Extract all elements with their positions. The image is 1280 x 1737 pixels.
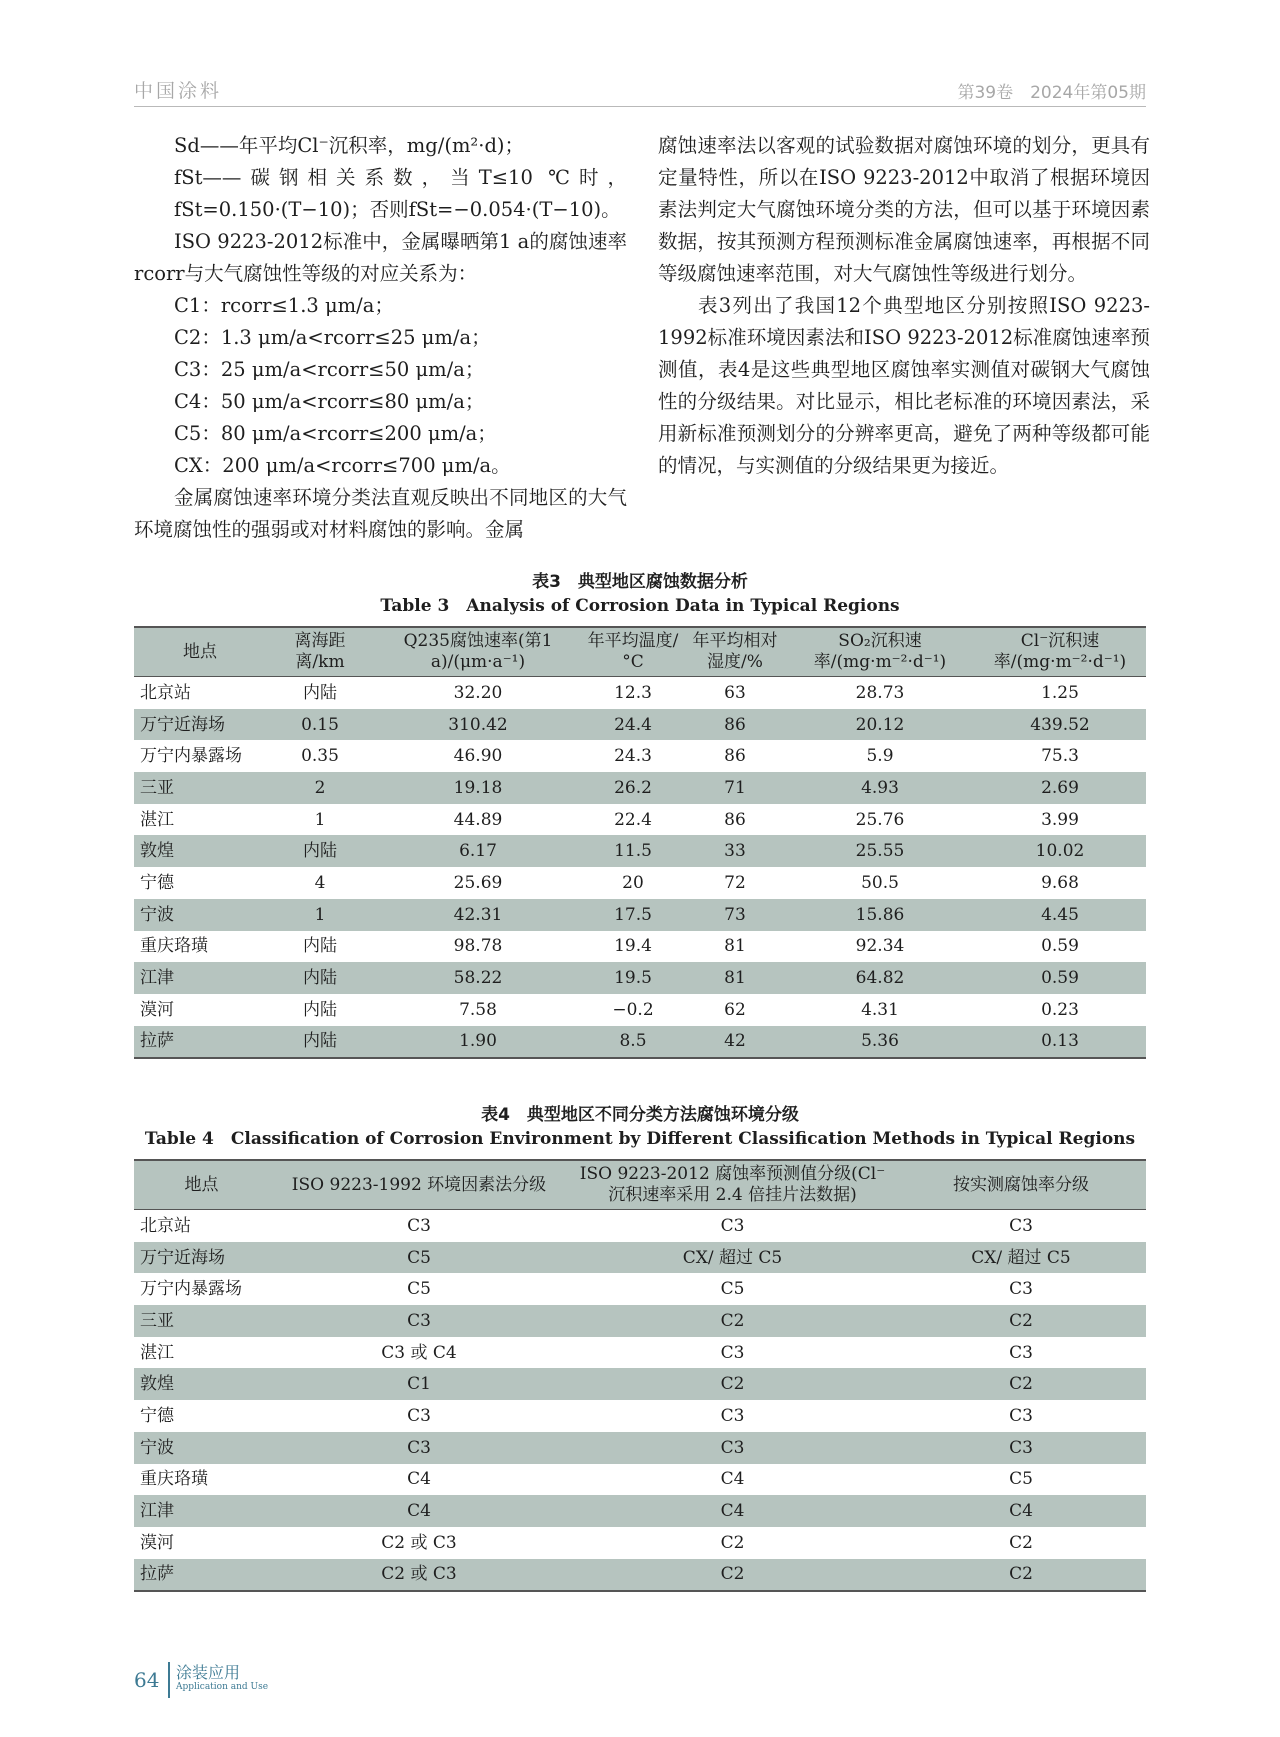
value-cell: 62 [724,999,746,1020]
table3-header: 年平均温度/°C [582,627,684,677]
value-cell: 72 [724,872,746,893]
table3-header: SO₂沉积速率/(mg·m⁻²·d⁻¹) [786,627,974,677]
table-row [134,1273,1146,1305]
value-cell: 86 [684,709,786,741]
table-row [134,1026,1146,1059]
table-row [134,1368,1146,1400]
fst-definition: fSt——碳钢相关系数，当T≤10 ℃时，fSt=0.150·(T−10)；否则fSt=−0.054·(T−10)。 [174,166,627,221]
location-cell: 宁波 [134,1432,269,1464]
table-row [134,931,1146,963]
value-cell: 7.58 [459,999,497,1020]
location-cell: 宁德 [140,1405,174,1426]
table-row [134,1305,1146,1337]
location-cell: 万宁内暴露场 [140,1279,242,1300]
class-c2: C2：1.3 μm/a<rcorr≤25 μm/a； [174,326,491,349]
table-row [134,1432,1146,1464]
table-row [134,1527,1146,1559]
value-cell: 19.5 [582,962,684,994]
location-cell: 万宁内暴露场 [140,746,242,767]
location-cell: 三亚 [134,1305,269,1337]
value-cell: C3 [569,1432,896,1464]
value-cell: 15.86 [786,899,974,931]
location-cell: 重庆珞璜 [140,936,208,957]
table-summary-paragraph: 表3列出了我国12个典型地区分别按照ISO 9223-1992标准环境因素法和ISO 9223-2012标准腐蚀速率预测值，表4是这些典型地区腐蚀率实测值对碳钢大气腐蚀性的分级结果。对比显示，相比老标准的环境因素法，采用新标准预测划分的分辨率更高，避免了两种等级都可能的情况，与实测值的分级结果更为接近。 [658,294,1150,477]
value-cell: C3 [269,1305,569,1337]
location-cell: 湛江 [140,809,174,830]
class-c5: C5：80 μm/a<rcorr≤200 μm/a； [174,422,497,445]
table3-caption-zh: 表3 典型地区腐蚀数据分析 [532,572,748,592]
value-cell: 11.5 [582,835,684,867]
table-row [134,835,1146,867]
table-row [134,1400,1146,1432]
page-number: 64 [134,1668,160,1692]
right-column [658,130,1150,482]
value-cell: C3 [1009,1279,1033,1300]
value-cell: C5 [407,1279,431,1300]
value-cell: 42 [684,1026,786,1059]
location-cell: 漠河 [140,999,174,1020]
value-cell: 20.12 [786,709,974,741]
table-row [134,677,1146,709]
value-cell: 32.20 [453,682,503,703]
value-cell: 1.25 [1041,682,1079,703]
value-cell: 内陆 [303,682,337,703]
table4-header: 按实测腐蚀率分级 [896,1160,1146,1210]
table4-caption-zh: 表4 典型地区不同分类方法腐蚀环境分级 [481,1105,799,1125]
table-row [134,1242,1146,1274]
value-cell: C4 [896,1495,1146,1527]
table3-body [134,677,1146,1059]
value-cell: 25.55 [786,835,974,867]
location-cell: 北京站 [140,1215,191,1236]
table-row [134,1337,1146,1369]
value-cell: 1 [266,899,374,931]
value-cell: 73 [684,899,786,931]
value-cell: 98.78 [453,936,503,957]
value-cell: 内陆 [303,999,337,1020]
location-cell: 漠河 [140,1532,174,1553]
value-cell: 内陆 [266,835,374,867]
value-cell: 44.89 [453,809,503,830]
sd-definition: Sd——年平均Cl⁻沉积率，mg/(m²·d)； [174,134,525,157]
value-cell: C3 [720,1215,745,1236]
value-cell: C2 [896,1305,1146,1337]
value-cell: C2 [569,1368,896,1400]
location-cell: 重庆珞璜 [140,1469,208,1490]
value-cell: 63 [724,682,746,703]
value-cell: 6.17 [374,835,582,867]
value-cell: 86 [724,809,746,830]
value-cell: 内陆 [266,1026,374,1059]
value-cell: 19.4 [614,936,652,957]
value-cell: C3 [407,1215,431,1236]
table4-caption-en: Table 4 Classification of Corrosion Environment by Different Classification Methods in Typical Regions [144,1129,1136,1149]
location-cell: 敦煌 [134,835,266,867]
running-header [134,72,1146,107]
journal-name: 中国涂料 [134,80,223,102]
value-cell: C3 或 C4 [381,1342,457,1363]
value-cell: 42.31 [374,899,582,931]
table-row [134,709,1146,741]
value-cell: 81 [724,936,746,957]
table3-header: 离海距离/km [266,627,374,677]
value-cell: 10.02 [974,835,1146,867]
table4-header-row [134,1160,1146,1210]
value-cell: 46.90 [453,746,503,767]
value-cell: 71 [684,772,786,804]
value-cell: C5 [269,1242,569,1274]
value-cell: 5.36 [786,1026,974,1059]
value-cell: 439.52 [974,709,1146,741]
value-cell: C4 [407,1469,431,1490]
value-cell: 92.34 [855,936,905,957]
table-row [134,1210,1146,1242]
value-cell: 0.59 [1041,936,1079,957]
method-paragraph: 金属腐蚀速率环境分类法直观反映出不同地区的大气环境腐蚀性的强弱或对材料腐蚀的影响。金属 [134,486,627,541]
value-cell: C3 [896,1432,1146,1464]
value-cell: 25.76 [855,809,905,830]
value-cell: 3.99 [1041,809,1079,830]
value-cell: 4.93 [786,772,974,804]
value-cell: C2 [896,1559,1146,1592]
class-c3: C3：25 μm/a<rcorr≤50 μm/a； [174,358,485,381]
value-cell: 20 [622,872,644,893]
table4-header: ISO 9223-1992 环境因素法分级 [269,1160,569,1210]
value-cell: C3 [720,1342,745,1363]
value-cell: 24.3 [614,746,652,767]
value-cell: 12.3 [614,682,652,703]
continued-paragraph: 腐蚀速率法以客观的试验数据对腐蚀环境的划分，更具有定量特性，所以在ISO 9223-2012中取消了根据环境因素法判定大气腐蚀环境分类的方法，但可以基于环境因素数据，按其预测方程预测标准金属腐蚀速率，再根据不同等级腐蚀速率范围，对大气腐蚀性等级进行划分。 [658,134,1150,285]
value-cell: CX/ 超过 C5 [896,1242,1146,1274]
value-cell: 64.82 [786,962,974,994]
table3-header: 年平均相对湿度/% [684,627,786,677]
table3-caption-en: Table 3 Analysis of Corrosion Data in Typical Regions [380,596,900,616]
value-cell: C2 [569,1305,896,1337]
value-cell: 50.5 [861,872,899,893]
location-cell: 宁波 [134,899,266,931]
location-cell: 敦煌 [134,1368,269,1400]
table4-body [134,1210,1146,1592]
value-cell: C4 [720,1469,745,1490]
iso-intro-paragraph: ISO 9223-2012标准中，金属曝晒第1 a的腐蚀速率rcorr与大气腐蚀性等级的对应关系为： [134,230,627,285]
value-cell: C5 [720,1279,745,1300]
value-cell: 86 [724,746,746,767]
value-cell: 4.31 [861,999,899,1020]
table-row [134,994,1146,1026]
class-c1: C1：rcorr≤1.3 μm/a； [174,294,394,317]
value-cell: 81 [684,962,786,994]
section-name-en: Application and Use [176,1682,269,1692]
location-cell: 三亚 [134,772,266,804]
value-cell: C2 或 C3 [381,1532,457,1553]
value-cell: 内陆 [266,962,374,994]
value-cell: 5.9 [866,746,894,767]
table3-header-row [134,627,1146,677]
value-cell: 8.5 [582,1026,684,1059]
value-cell: C2 [720,1532,745,1553]
table-row [134,740,1146,772]
location-cell: 北京站 [140,682,191,703]
value-cell: 25.69 [453,872,503,893]
table-row [134,867,1146,899]
value-cell: C3 [269,1432,569,1464]
value-cell: 4 [314,872,326,893]
value-cell: 0.13 [974,1026,1146,1059]
value-cell: C2 [569,1559,896,1592]
location-cell: 江津 [134,962,266,994]
value-cell: 9.68 [1041,872,1079,893]
value-cell: C3 [1009,1405,1033,1426]
table3 [134,626,1146,1059]
value-cell: 1.90 [374,1026,582,1059]
table-row [134,772,1146,804]
footer-divider [168,1662,170,1698]
class-c4: C4：50 μm/a<rcorr≤80 μm/a； [174,390,485,413]
table4-header: ISO 9223-2012 腐蚀率预测值分级(Cl⁻沉积速率采用 2.4 倍挂片法数据) [569,1160,896,1210]
section-name: 涂装应用 [176,1663,241,1682]
table-row [134,1559,1146,1592]
value-cell: 22.4 [614,809,652,830]
value-cell: C3 [720,1405,745,1426]
value-cell: C4 [269,1495,569,1527]
value-cell: 0.35 [301,746,339,767]
table-row [134,804,1146,836]
value-cell: 0.15 [266,709,374,741]
value-cell: 2 [266,772,374,804]
value-cell: C4 [569,1495,896,1527]
location-cell: 宁德 [140,872,174,893]
value-cell: 310.42 [374,709,582,741]
table4 [134,1159,1146,1592]
table3-header: Cl⁻沉积速率/(mg·m⁻²·d⁻¹) [974,627,1146,677]
table3-header: 地点 [134,627,266,677]
value-cell: C2 [896,1368,1146,1400]
location-cell: 万宁近海场 [134,709,266,741]
table4-header: 地点 [134,1160,269,1210]
value-cell: 28.73 [855,682,905,703]
value-cell: C2 或 C3 [269,1559,569,1592]
value-cell: 19.18 [374,772,582,804]
value-cell: 33 [684,835,786,867]
issue-info: 第39卷 2024年第05期 [957,83,1146,103]
value-cell: C1 [269,1368,569,1400]
value-cell: −0.2 [612,999,654,1020]
value-cell: 0.23 [1041,999,1079,1020]
table3-header: Q235腐蚀速率(第1 a)/(μm·a⁻¹) [374,627,582,677]
location-cell: 拉萨 [134,1026,266,1059]
table-row [134,1495,1146,1527]
value-cell: 2.69 [974,772,1146,804]
table4-caption [134,1103,1146,1151]
value-cell: CX/ 超过 C5 [569,1242,896,1274]
value-cell: 0.59 [974,962,1146,994]
location-cell: 江津 [134,1495,269,1527]
location-cell: 万宁近海场 [134,1242,269,1274]
class-cx: CX：200 μm/a<rcorr≤700 μm/a。 [174,454,511,477]
value-cell: 24.4 [582,709,684,741]
value-cell: C5 [1009,1469,1033,1490]
location-cell: 拉萨 [134,1559,269,1592]
value-cell: 26.2 [582,772,684,804]
table-row [134,962,1146,994]
value-cell: C3 [407,1405,431,1426]
table3-caption [134,570,1146,618]
value-cell: 75.3 [1041,746,1079,767]
table-row [134,899,1146,931]
location-cell: 湛江 [140,1342,174,1363]
value-cell: C2 [1009,1532,1033,1553]
value-cell: 17.5 [582,899,684,931]
left-column [134,130,627,546]
value-cell: 58.22 [374,962,582,994]
value-cell: C3 [1009,1342,1033,1363]
value-cell: C3 [1009,1215,1033,1236]
value-cell: 4.45 [974,899,1146,931]
table-row [134,1464,1146,1496]
value-cell: 内陆 [303,936,337,957]
value-cell: 1 [314,809,326,830]
